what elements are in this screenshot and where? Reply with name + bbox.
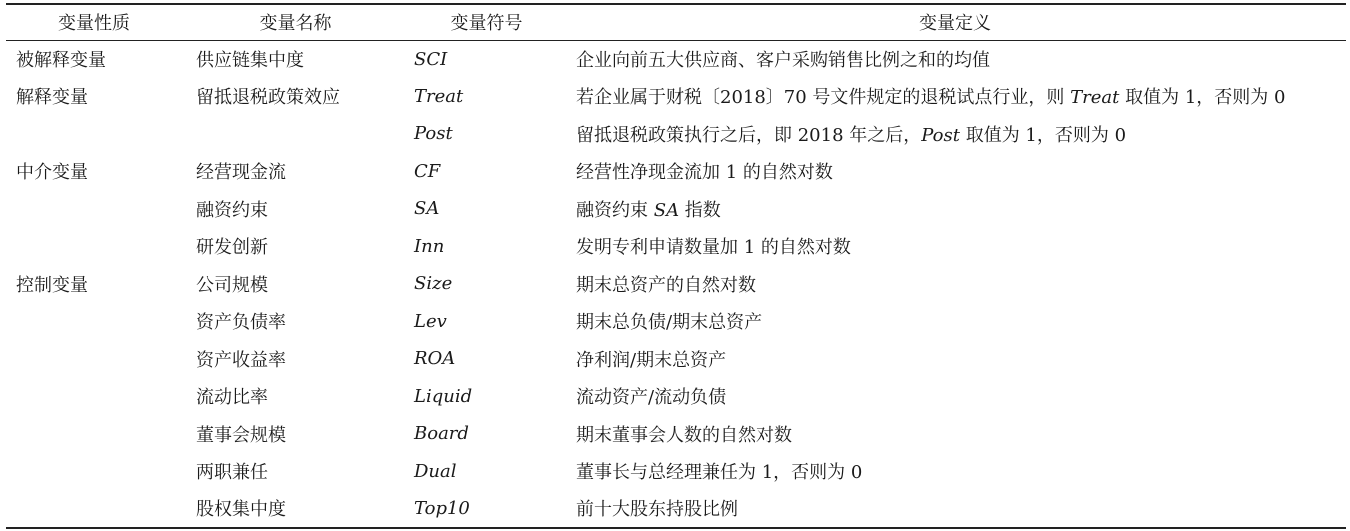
cell-name: 供应链集中度 [196, 50, 304, 71]
cell-definition [564, 228, 1346, 266]
table-row [6, 153, 1346, 191]
definition-segment: 经营性净现金流加 1 的自然对数 [576, 162, 833, 184]
cell-name: 资产负债率 [196, 312, 286, 334]
definition-segment: Post [921, 124, 960, 146]
definition-segment: 融资约束 [576, 199, 654, 221]
definition-segment: 取值为 1，否则为 0 [959, 124, 1127, 146]
cell-category: 被解释变量 [16, 50, 106, 71]
cell-name: 融资约束 [196, 199, 268, 221]
cell-definition [564, 378, 1346, 416]
cell-name: 流动比率 [196, 387, 268, 409]
cell-definition [564, 490, 1346, 528]
definition-segment: 留抵退税政策执行之后，即 2018 年之后， [576, 124, 922, 146]
table-row [6, 228, 1346, 266]
cell-category [6, 190, 182, 228]
cell-symbol: Treat [414, 85, 464, 107]
table-row [6, 340, 1346, 378]
definition-segment: 净利润/期末总资产 [576, 349, 727, 371]
table-row [6, 378, 1346, 416]
cell-symbol: Dual [414, 460, 457, 482]
cell-category: 控制变量 [16, 274, 88, 296]
cell-definition [564, 40, 1346, 78]
cell-symbol: Inn [414, 235, 445, 257]
table-header [6, 4, 1346, 40]
cell-definition [564, 340, 1346, 378]
table-row [6, 115, 1346, 153]
cell-name: 董事会规模 [196, 424, 286, 446]
header-symbol: 变量符号 [409, 4, 564, 40]
table-row [6, 453, 1346, 491]
table-row [6, 303, 1346, 341]
cell-category [6, 303, 182, 341]
cell-symbol: Top10 [409, 490, 564, 528]
cell-name: 资产收益率 [196, 349, 286, 371]
cell-name: 留抵退税政策效应 [196, 87, 340, 109]
cell-category: 中介变量 [16, 162, 88, 184]
header-category: 变量性质 [6, 4, 182, 40]
header-definition: 变量定义 [564, 4, 1346, 40]
variable-definition-table [6, 3, 1346, 529]
cell-symbol: SA [414, 198, 440, 220]
cell-symbol: SCI [414, 48, 448, 70]
definition-segment: 期末总资产的自然对数 [576, 274, 756, 296]
definition-segment: 若企业属于财税〔2018〕70 号文件规定的退税试点行业，则 [576, 87, 1071, 109]
cell-definition [564, 78, 1346, 116]
table-body [6, 40, 1346, 528]
definition-segment: 期末董事会人数的自然对数 [576, 424, 792, 446]
cell-definition [564, 190, 1346, 228]
variable-definition-table-container [6, 3, 1346, 525]
header-row [6, 4, 1346, 40]
cell-symbol: CF [414, 160, 441, 182]
definition-segment: 取值为 1，否则为 0 [1119, 87, 1286, 109]
cell-category [6, 228, 182, 266]
cell-name: 两职兼任 [196, 462, 268, 484]
cell-symbol: Size [414, 273, 453, 295]
cell-symbol: Liquid [414, 385, 473, 407]
table-row [6, 265, 1346, 303]
cell-category [6, 340, 182, 378]
cell-name: 公司规模 [196, 274, 268, 296]
definition-segment: 期末总负债/期末总资产 [576, 312, 763, 334]
cell-name [182, 115, 409, 153]
cell-definition [564, 303, 1346, 341]
cell-definition [564, 115, 1346, 153]
definition-segment: Treat [1070, 87, 1120, 109]
cell-definition [564, 453, 1346, 491]
table-row [6, 40, 1346, 78]
definition-segment: 董事长与总经理兼任为 1，否则为 0 [576, 462, 863, 484]
cell-category [6, 378, 182, 416]
cell-name: 经营现金流 [196, 162, 286, 184]
cell-symbol: ROA [414, 348, 456, 370]
definition-segment: 流动资产/流动负债 [576, 387, 727, 409]
cell-definition [564, 415, 1346, 453]
definition-segment: 发明专利申请数量加 1 的自然对数 [576, 237, 851, 259]
cell-definition [564, 153, 1346, 191]
cell-definition [564, 265, 1346, 303]
header-name: 变量名称 [182, 4, 409, 40]
cell-symbol: Post [414, 123, 453, 145]
cell-name: 研发创新 [196, 237, 268, 259]
cell-symbol: Board [414, 423, 469, 445]
table-row [6, 490, 1346, 528]
cell-name: 股权集中度 [182, 490, 409, 528]
cell-category [6, 415, 182, 453]
definition-segment: SA [653, 199, 680, 221]
cell-category [6, 490, 182, 528]
cell-symbol: Lev [414, 310, 447, 332]
definition-segment: 前十大股东持股比例 [576, 499, 738, 521]
definition-segment: 企业向前五大供应商、客户采购销售比例之和的均值 [576, 50, 990, 71]
cell-category: 解释变量 [16, 87, 88, 109]
definition-segment: 指数 [679, 199, 721, 221]
table-row [6, 190, 1346, 228]
table-row [6, 415, 1346, 453]
table-row [6, 78, 1346, 116]
cell-category [6, 115, 182, 153]
cell-category [6, 453, 182, 491]
